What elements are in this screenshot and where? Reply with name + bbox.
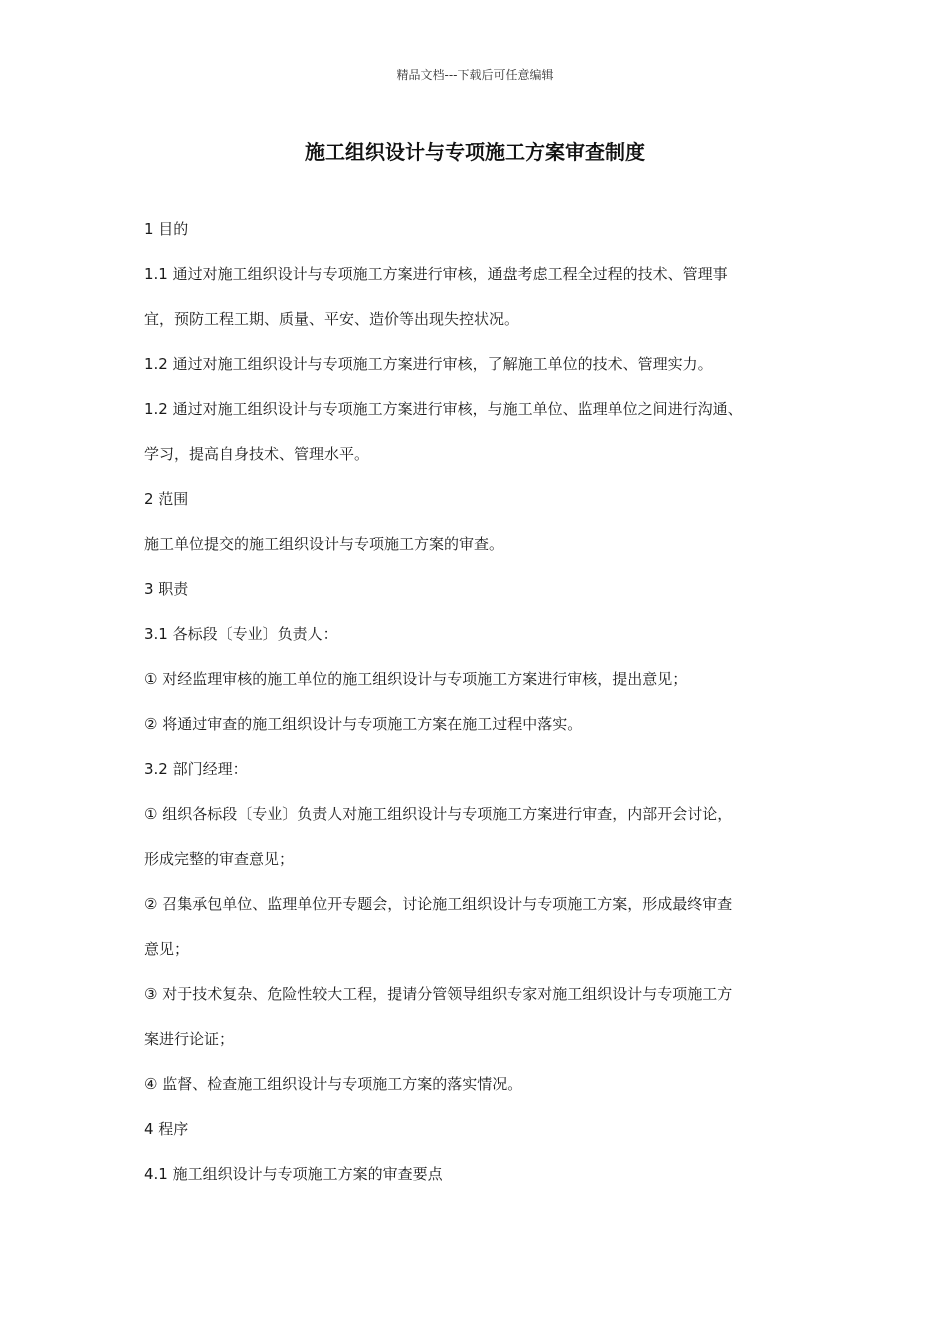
paragraph-line: 1.2 通过对施工组织设计与专项施工方案进行审核，了解施工单位的技术、管理实力。: [144, 355, 713, 373]
list-item: ④ 监督、检查施工组织设计与专项施工方案的落实情况。: [144, 1075, 523, 1093]
list-item-continued: 案进行论证；: [144, 1030, 235, 1048]
subsection-heading: 4.1 施工组织设计与专项施工方案的审查要点: [144, 1165, 443, 1183]
list-item-continued: 意见；: [144, 940, 190, 958]
list-item-continued: 形成完整的审查意见；: [144, 850, 295, 868]
subsection-heading: 3.2 部门经理：: [144, 760, 248, 778]
section-heading-purpose: 1 目的: [144, 220, 189, 238]
paragraph-line: 学习，提高自身技术、管理水平。: [144, 445, 370, 463]
paragraph-line: 施工单位提交的施工组织设计与专项施工方案的审查。: [144, 535, 505, 553]
paragraph-line: 宜，预防工程工期、质量、平安、造价等出现失控状况。: [144, 310, 520, 328]
section-heading-duties: 3 职责: [144, 580, 189, 598]
subsection-heading: 3.1 各标段〔专业〕负责人：: [144, 625, 338, 643]
list-item: ① 组织各标段〔专业〕负责人对施工组织设计与专项施工方案进行审查，内部开会讨论，: [144, 805, 733, 823]
section-heading-procedure: 4 程序: [144, 1120, 189, 1138]
document-body: [144, 214, 824, 1204]
document-title: 施工组织设计与专项施工方案审查制度: [305, 140, 645, 164]
list-item: ② 将通过审查的施工组织设计与专项施工方案在施工过程中落实。: [144, 715, 583, 733]
page-header-note: 精品文档---下载后可任意编辑: [396, 68, 554, 82]
paragraph-line: 1.1 通过对施工组织设计与专项施工方案进行审核，通盘考虑工程全过程的技术、管理事: [144, 265, 728, 283]
section-heading-scope: 2 范围: [144, 490, 189, 508]
list-item: ③ 对于技术复杂、危险性较大工程，提请分管领导组织专家对施工组织设计与专项施工方: [144, 985, 733, 1003]
paragraph-line: 1.2 通过对施工组织设计与专项施工方案进行审核，与施工单位、监理单位之间进行沟通、: [144, 400, 743, 418]
list-item: ② 召集承包单位、监理单位开专题会，讨论施工组织设计与专项施工方案，形成最终审查: [144, 895, 733, 913]
list-item: ① 对经监理审核的施工单位的施工组织设计与专项施工方案进行审核，提出意见；: [144, 670, 688, 688]
